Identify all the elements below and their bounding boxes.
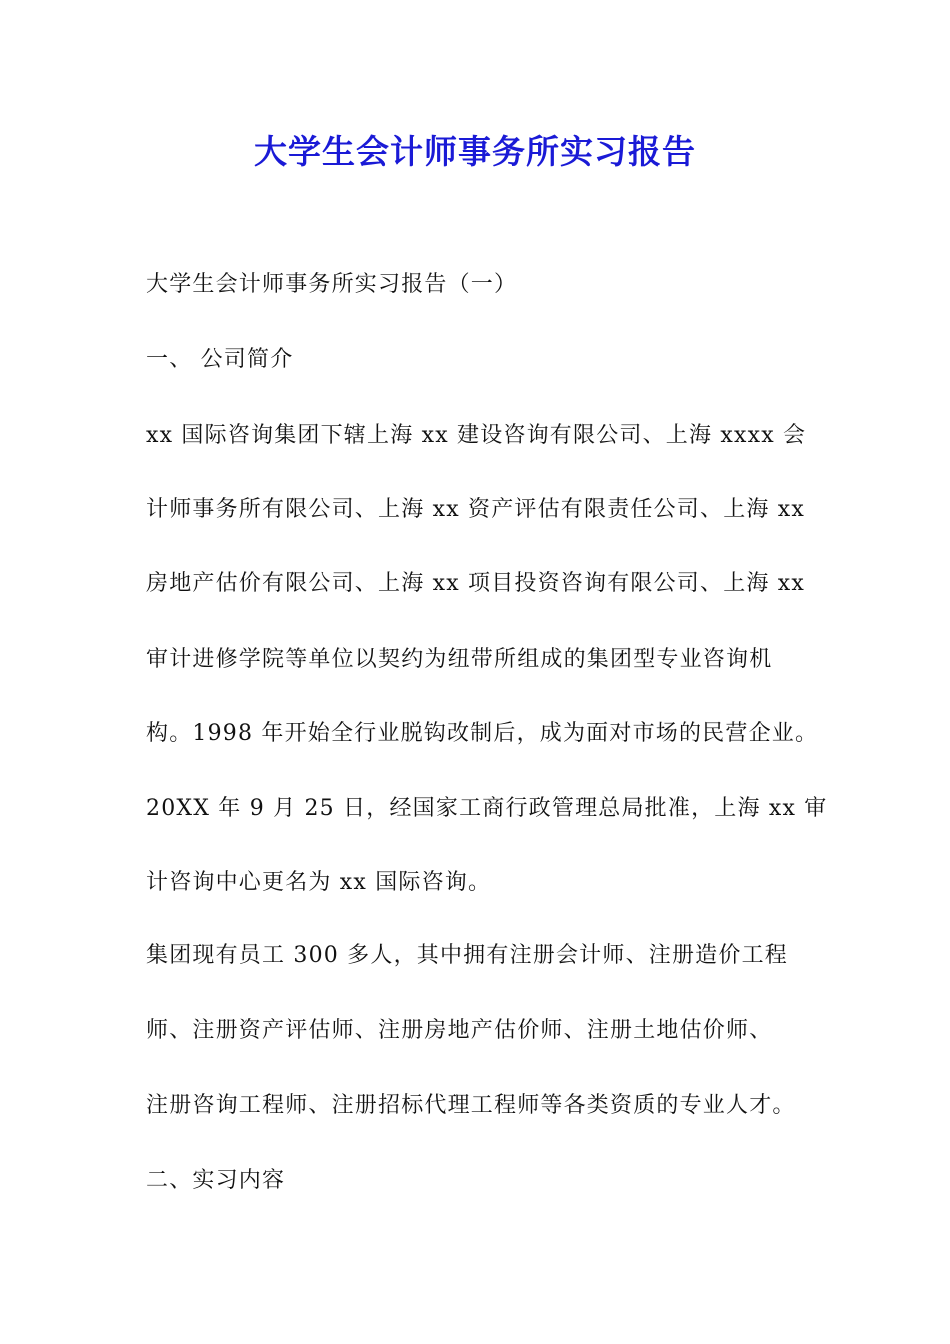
- paragraph-line: 计咨询中心更名为 xx 国际咨询。: [146, 870, 492, 895]
- paragraph-line: 房地产估价有限公司、上海 xx 项目投资咨询有限公司、上海 xx: [146, 571, 806, 596]
- paragraph-line: 集团现有员工 300 多人，其中拥有注册会计师、注册造价工程: [146, 943, 788, 968]
- paragraph-line: 师、注册资产评估师、注册房地产估价师、注册土地估价师、: [146, 1018, 773, 1043]
- paragraph-line: 计师事务所有限公司、上海 xx 资产评估有限责任公司、上海 xx: [146, 497, 806, 522]
- section-heading-1: 一、 公司简介: [146, 347, 294, 372]
- paragraph-line: 构。1998 年开始全行业脱钩改制后，成为面对市场的民营企业。: [146, 721, 819, 746]
- paragraph-line: xx 国际咨询集团下辖上海 xx 建设咨询有限公司、上海 xxxx 会: [146, 423, 807, 448]
- document-title: 大学生会计师事务所实习报告: [254, 132, 696, 171]
- paragraph-line: 注册咨询工程师、注册招标代理工程师等各类资质的专业人才。: [146, 1093, 796, 1118]
- subtitle-line: 大学生会计师事务所实习报告（一）: [146, 272, 518, 297]
- section-heading-2: 二、实习内容: [146, 1168, 286, 1193]
- paragraph-line: 审计进修学院等单位以契约为纽带所组成的集团型专业咨询机: [146, 647, 773, 672]
- paragraph-line: 20XX 年 9 月 25 日，经国家工商行政管理总局批准，上海 xx 审: [146, 796, 828, 821]
